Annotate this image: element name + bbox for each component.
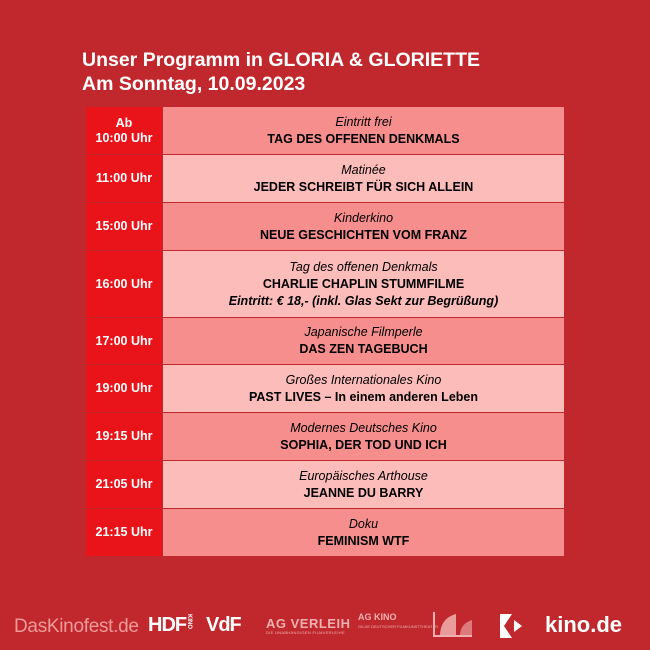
event-title: FEMINISM WTF: [317, 533, 410, 548]
time-value: 10:00 Uhr: [95, 130, 153, 145]
time-cell: 21:15 Uhr: [86, 509, 163, 557]
event-category: Japanische Filmperle: [304, 325, 423, 339]
event-title: PAST LIVES – In einem anderen Leben: [249, 389, 478, 404]
time-cell: 15:00 Uhr: [86, 203, 163, 251]
schedule-table: [85, 106, 565, 557]
time-cell: 11:00 Uhr: [86, 155, 163, 203]
event-cell: [163, 365, 565, 413]
schedule-row: [86, 203, 565, 251]
event-category: Doku: [348, 516, 379, 531]
schedule-row: [86, 318, 565, 365]
event-category: Tag des offenen Denkmals: [289, 259, 438, 274]
time-cell: 17:00 Uhr: [86, 318, 163, 365]
event-cell: [163, 318, 565, 365]
event-title: JEANNE DU BARRY: [303, 485, 424, 500]
hdf-logo: [148, 614, 192, 637]
schedule-row: [86, 107, 565, 155]
ag-verleih-text: AG VERLEIH: [266, 616, 351, 631]
time-cell: 19:15 Uhr: [86, 413, 163, 461]
time-cell: [86, 107, 163, 155]
event-category: Modernes Deutsches Kino: [290, 420, 437, 435]
ag-kino-text: AG KINO: [358, 612, 397, 622]
film-institution-logo: [426, 610, 476, 642]
date-line: Am Sonntag, 10.09.2023: [82, 73, 306, 95]
event-cell: [163, 107, 565, 155]
ag-verleih-logo: [266, 616, 350, 635]
event-title: NEUE GESCHICHTEN VOM FRANZ: [260, 227, 467, 242]
event-category: Kinderkino: [333, 210, 394, 225]
schedule-row: [86, 461, 565, 509]
hdf-logo-text: HDF: [148, 614, 187, 636]
ag-verleih-sub: DIE UNABHÄNGIGEN FILMVERLEIHE: [266, 630, 345, 635]
kinode-logo: kino.de: [545, 612, 623, 637]
event-cell: [163, 413, 565, 461]
page-title: Unser Programm in GLORIA & GLORIETTE: [82, 49, 480, 71]
time-cell: 21:05 Uhr: [86, 461, 163, 509]
schedule-row: [86, 509, 565, 557]
event-category: Eintritt frei: [335, 114, 392, 129]
time-prefix: Ab: [115, 115, 133, 130]
schedule-row: [86, 155, 565, 203]
sponsor-footer: [0, 602, 650, 650]
schedule-row: [86, 365, 565, 413]
event-cell: [163, 509, 565, 557]
schedule-row: [86, 413, 565, 461]
event-title: TAG DES OFFENEN DENKMALS: [267, 131, 460, 146]
event-title: JEDER SCHREIBT FÜR SICH ALLEIN: [253, 179, 474, 194]
event-category: Matinée: [341, 162, 386, 177]
schedule-row: [86, 251, 565, 318]
vdf-logo: VdF: [206, 614, 241, 636]
event-title: SOPHIA, DER TOD UND ICH: [280, 437, 447, 452]
event-title: CHARLIE CHAPLIN STUMMFILME: [262, 276, 465, 291]
event-cell: [163, 155, 565, 203]
page-header: [82, 48, 480, 96]
event-title: DAS ZEN TAGEBUCH: [299, 342, 428, 356]
event-category: Großes Internationales Kino: [285, 372, 442, 387]
event-note: Eintritt: € 18,- (inkl. Glas Sekt zur Begrüßung): [228, 293, 499, 308]
event-cell: [163, 203, 565, 251]
time-cell: 16:00 Uhr: [86, 251, 163, 318]
event-cell: [163, 251, 565, 318]
kinofest-logo: DasKinofest.de: [14, 616, 139, 637]
kinode-mark-icon: [498, 612, 524, 640]
event-category: Europäisches Arthouse: [299, 468, 428, 483]
time-cell: 19:00 Uhr: [86, 365, 163, 413]
ag-kino-sub: GILDE DEUTSCHER FILMKUNSTTHEATER: [358, 624, 439, 629]
hdf-logo-sub: KINO: [186, 614, 193, 629]
event-cell: [163, 461, 565, 509]
